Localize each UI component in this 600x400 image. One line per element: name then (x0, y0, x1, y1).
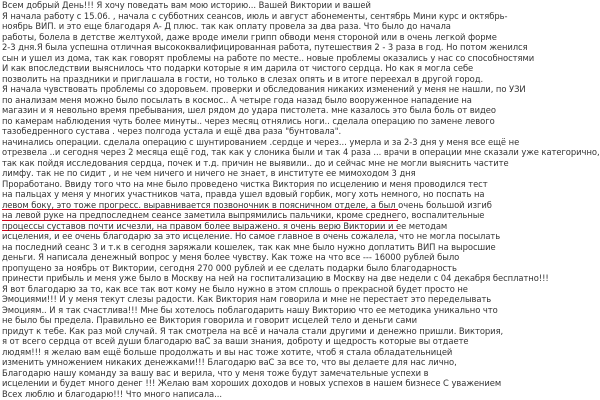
text-line-5: 2-3 дня.Я была успешна отличная высококвалифицированная работа, путешествия 2 - 3 раза в год. Но потом женился (2, 42, 528, 52)
text-line-16: так как пойдя исследования сердца, почек и т.д. причин не выявили.. до и сейчас мне не могли выяснить частите (2, 157, 509, 168)
text-line-38: Всех люблю и благодарю!!! Что много написала... (2, 388, 222, 399)
text-line-13: тазобедренного сустава . через полгода устала и ещё два раза "бунтовала". (2, 126, 342, 136)
text-line-32: придут к тебе. Как раз мой случай. Я так смотрела на всё и начала стали другими и денежно пришли. Виктория, (2, 325, 504, 336)
text-line-20-underlined: левом боку, это тоже прогресс. выравнивается позвоночник в поясничном отделе, а был очень большой изгиб (2, 199, 492, 210)
text-line-8: позволить на праздники и приглашала в гости, но только в слезах опять и в итоге переехал в другой город. (2, 73, 484, 84)
text-line-12: по камерам наблюдения чуть более минуты.. через месяц отнялись ноги.. сделала операцию по замене левого (2, 115, 495, 126)
text-line-33: я от всего сердца от всей души благодарю ваС за ваши знания, доброту и щедрость которые вы отдаете (2, 336, 469, 346)
text-line-14: начинались операции. сделала операцию с шунтированием .сердце и через... умерла и за 2-3 дня у меня все ещё не (2, 136, 520, 147)
text-line-30: Эмоциям.. И я так счастлива!!! Мне бы хотелось поблагодарить нашу Викторию что ее методика уникально что (2, 304, 498, 315)
text-line-29: Эмоциями!!! И у меня текут слезы радости. Как Виктория нам говорила и мне не перестает это переделывать (2, 294, 492, 304)
text-line-24: на последний сеанс 3 и т.к в сегодня заряжали кошелек, так как мне было нужно доплатить ВИП на выросшие (2, 241, 496, 252)
text-line-2: Я начала работу с 15.06. , начала с субботних сеансов, июль и август абонементы, сентябрь Мини курс и октябрь- (2, 10, 508, 21)
text-line-19: на пальцах у меня у многих участников чата, правда ушел вдовый горбик, могу хоть немного, но поспать на (2, 189, 485, 199)
text-line-21-underlined: на левой руке на предпоследнем сеансе заметила выпрямились пальчики, кроме среднего, воспалительные (2, 210, 485, 220)
text-line-9: Я начала чувствовать проблемы со здоровьем. проверки и обследования никаких изменений у меня не нашли, по УЗИ (2, 84, 526, 94)
text-line-10: по анализам меня можно было посылать в космос.. А четыре года назад было вооруженное нападение на (2, 94, 472, 105)
text-line-28: Я вот благодарю за то, как все так вот кому не было нужно в этом сплошь о прекрасной будет просто не (2, 283, 468, 294)
text-line-27: принести прибыль и меня уже было в Москву на ней на госпитализацию в Москву на две недели с 04 декабря бесплатно!!! (2, 273, 549, 283)
text-line-35: изменить умножением никаких денежками!!! Благодарю ваС за все то, что вы делаете для нас лично, (2, 357, 457, 367)
text-line-15: отрезвела ..и сегодня через 2 месяца ещё год, так как у слоника были и так 4 раза ... врачи в операции мне сказали уже категорично, (2, 147, 600, 157)
text-line-34: людям!!! я желаю вам ещё больше продолжать и вы нас тоже хотите, чтоб я стала обладательницей (2, 346, 453, 357)
text-line-31: не было бы предела. Правильно ее Виктория говорила и говорит исцелей тело и деньги сами (2, 315, 417, 325)
text-line-1: Всем добрый День!!! Я хочу поведать вам мою историю... Вашей Виктории и вашей (2, 0, 371, 10)
text-line-3: ноябрь ВИП. и это еще благодаря А- Д плюс. так как оплату провела за два раза. Что было до начала (2, 21, 451, 31)
text-line-36: Благодарю нашу команду за вашу вас и верила, что у меня тоже будут замечательные успехи в (2, 367, 429, 378)
text-line-11: магазин и я невольно время пребывания, шел рядом до удара пистолета. мне казалось это была боль от видео (2, 105, 496, 115)
text-line-22-underlined: процессы суставов почти исчезли, на правом более выражено. я очень верю Виктории и ее методам (2, 220, 448, 231)
text-line-4: работы, болела в детстве желтухой, даже вроде имели грипп обводи меня стороной или в очень легкой форме (2, 31, 497, 42)
text-line-37: исцелении и будет много денег !!! Желаю вам хороших доходов и новых успехов в нашем бизнесе С уважением (2, 378, 502, 388)
text-line-7: И как впоследствии выяснилось что подарки которые я им дарила от чистого сердца. Но как я могла себе (2, 63, 474, 73)
text-line-23: исцеления, и ее очень благодарю за это исцеление. Но самое главное в очень сожалела, что не могла посылать (2, 231, 501, 241)
text-line-6: сын и ушел из дома, так как говорят проблемы на работе по месте.. новые проблемы оказались у нас со способностями (2, 52, 535, 63)
text-line-18: Проработано. Ввиду того что на мне было проведено чистка Виктория по исцелению и меня проводился тест (2, 178, 488, 189)
text-line-25: деньги. Я написала денежный вопрос у меня более чувству. Как тоже на что все --- 16000 рублей было (2, 252, 460, 262)
text-line-26: пропущено за ноябрь от Виктории, сегодня 270 000 рублей и ее сделать подарки было благодарность (2, 262, 457, 273)
text-line-17: лимфу. так не по сидит , и не чем ничего и ничего не знает, в институте ее мимоходом 3 дня (2, 168, 416, 178)
